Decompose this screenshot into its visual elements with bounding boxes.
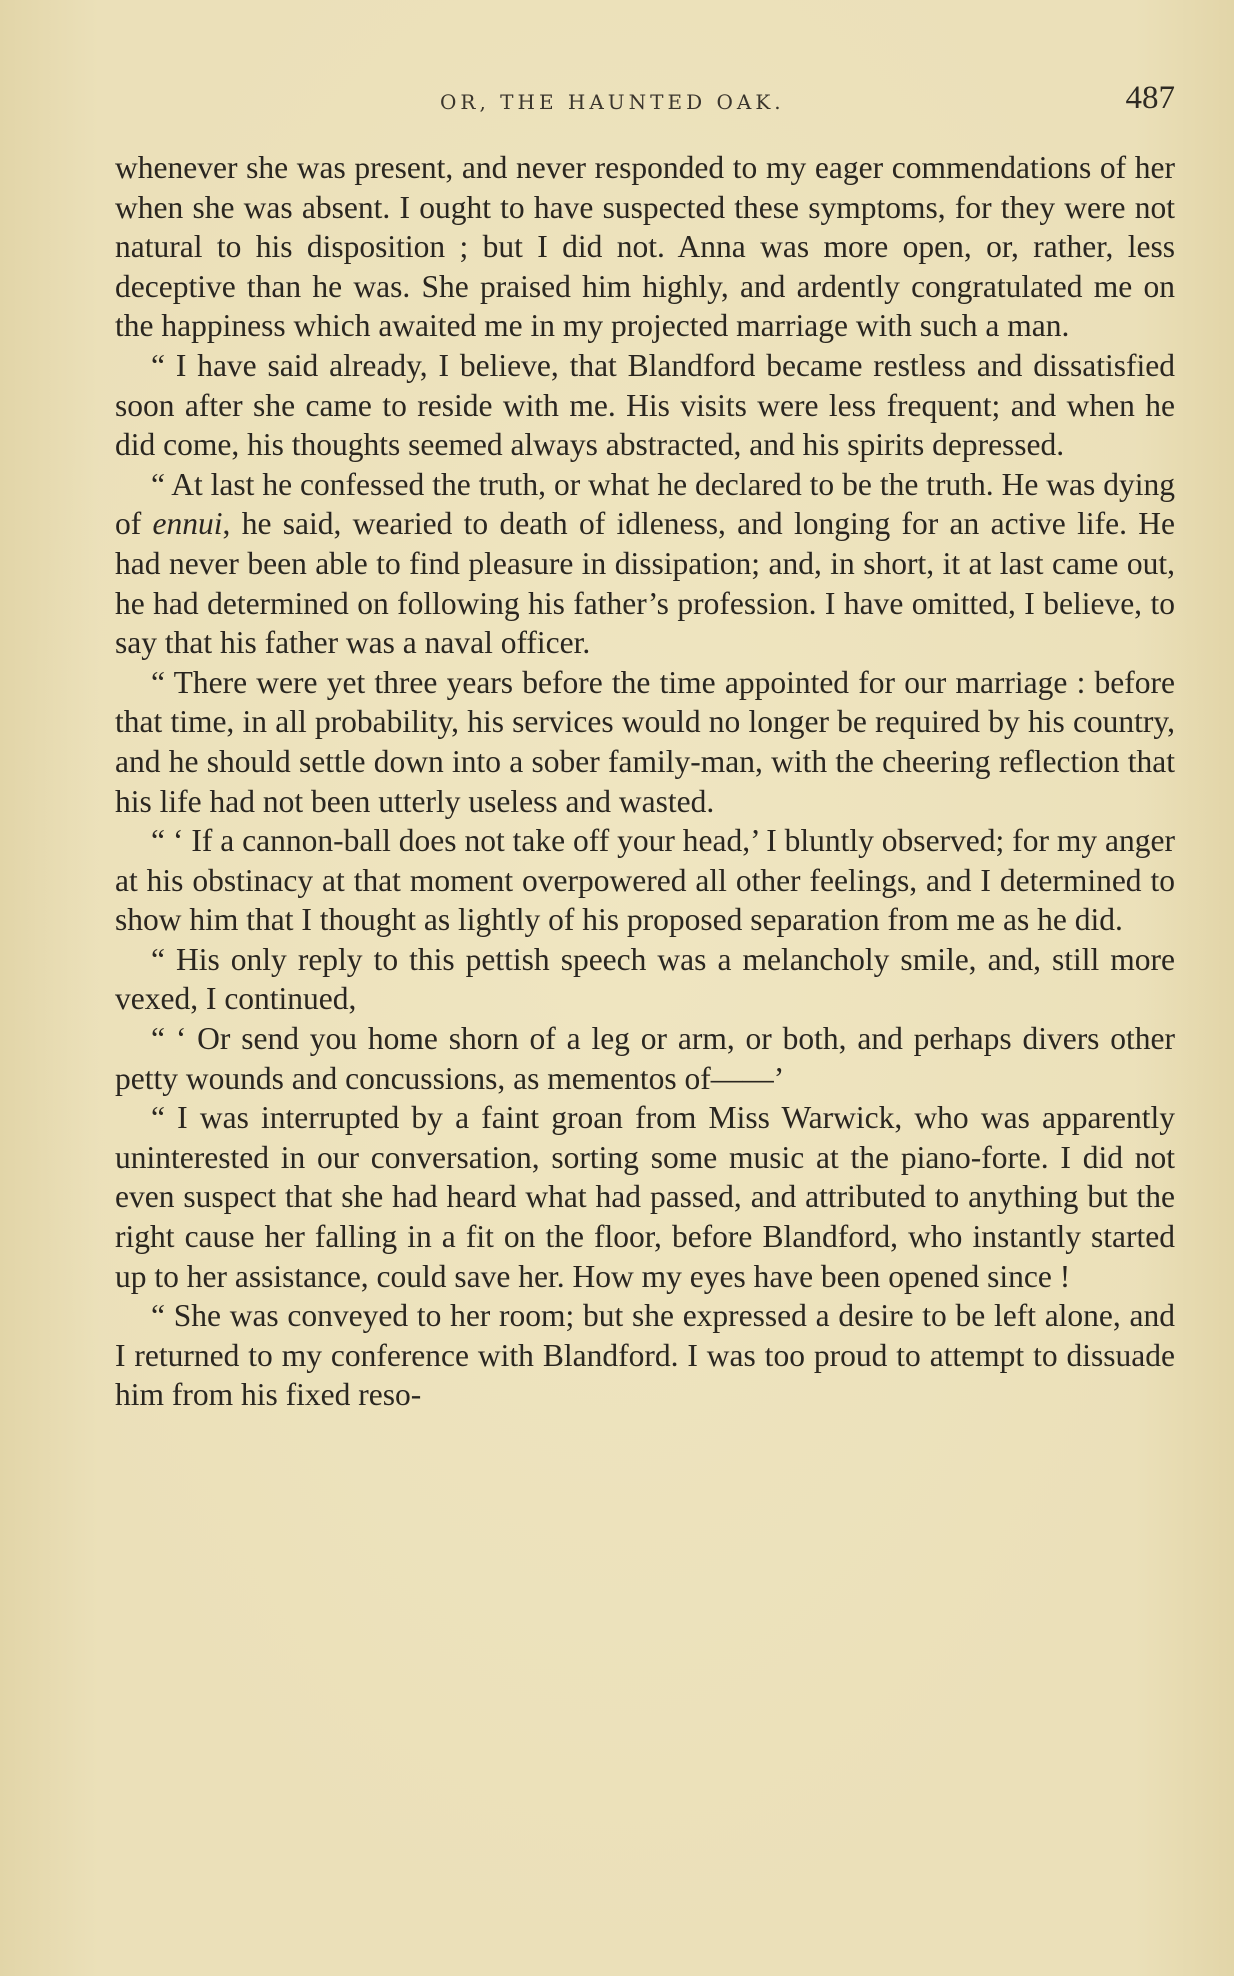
paragraph: “ I was interrupted by a faint groan from Miss Warwick, who was apparently uninterested in our conversation, sorting some music at the piano-forte. I did not even suspect that she had heard what had passed, and attributed to anything but the right cause her falling in a fit on the floor, before Blandford, who instantly started up to her assistance, could save her. How my eyes have been opened since ! <box>115 1100 1175 1294</box>
paragraph: “ She was conveyed to her room; but she expressed a desire to be left alone, and I returned to my conference with Blandford. I was too proud to attempt to dissuade him from his fixed reso- <box>115 1298 1175 1413</box>
paragraph: “ His only reply to this pettish speech was a melancholy smile, and, still more vexed, I continued, <box>115 941 1175 1017</box>
page-header <box>115 80 1175 120</box>
italic-word: ennui <box>152 506 223 542</box>
paragraph: “ There were yet three years before the time appointed for our marriage : before that time, in all probability, his services would no longer be required by his country, and he should settle down into a sober family-man, with the cheering reflection that his life had not been utterly useless and wasted. <box>115 664 1175 819</box>
paragraph: “ I have said already, I believe, that Blandford became restless and dissatisfied soon after she came to reside with me. His visits were less frequent; and when he did come, his thoughts seemed always abstracted, and his spirits depressed. <box>115 347 1175 463</box>
body-text <box>115 148 1175 1415</box>
paragraph: “ ‘ If a cannon-ball does not take off your head,’ I bluntly observed; for my anger at his obstinacy at that moment overpowered all other feelings, and I determined to show him that I thought as lightly of his proposed separation from me as he did. <box>115 823 1175 938</box>
running-title: OR, THE HAUNTED OAK. <box>440 90 785 114</box>
paragraph: whenever she was present, and never responded to my eager commendations of her when she was absent. I ought to have suspected these symptoms, for they were not natural to his disposition ; but I did not. Anna was more open, or, rather, less deceptive than he was. She praised him highly, and ardently congratulated me on the happiness which awaited me in my projected marriage with such a man. <box>115 150 1175 344</box>
paragraph: “ ‘ Or send you home shorn of a leg or arm, or both, and perhaps divers other petty wounds and concussions, as mementos of——’ <box>115 1021 1175 1096</box>
paragraph: “ At last he confessed the truth, or what he declared to be the truth. He was dying of ennui, he said, wearied to death of idleness, and longing for an active life. He had never been able to find pleasure in dissipation; and, in short, it at last came out, he had determined on following his father’s profession. I have omitted, I believe, to say that his father was a naval officer. <box>115 466 1175 661</box>
page-number: 487 <box>1125 80 1175 116</box>
